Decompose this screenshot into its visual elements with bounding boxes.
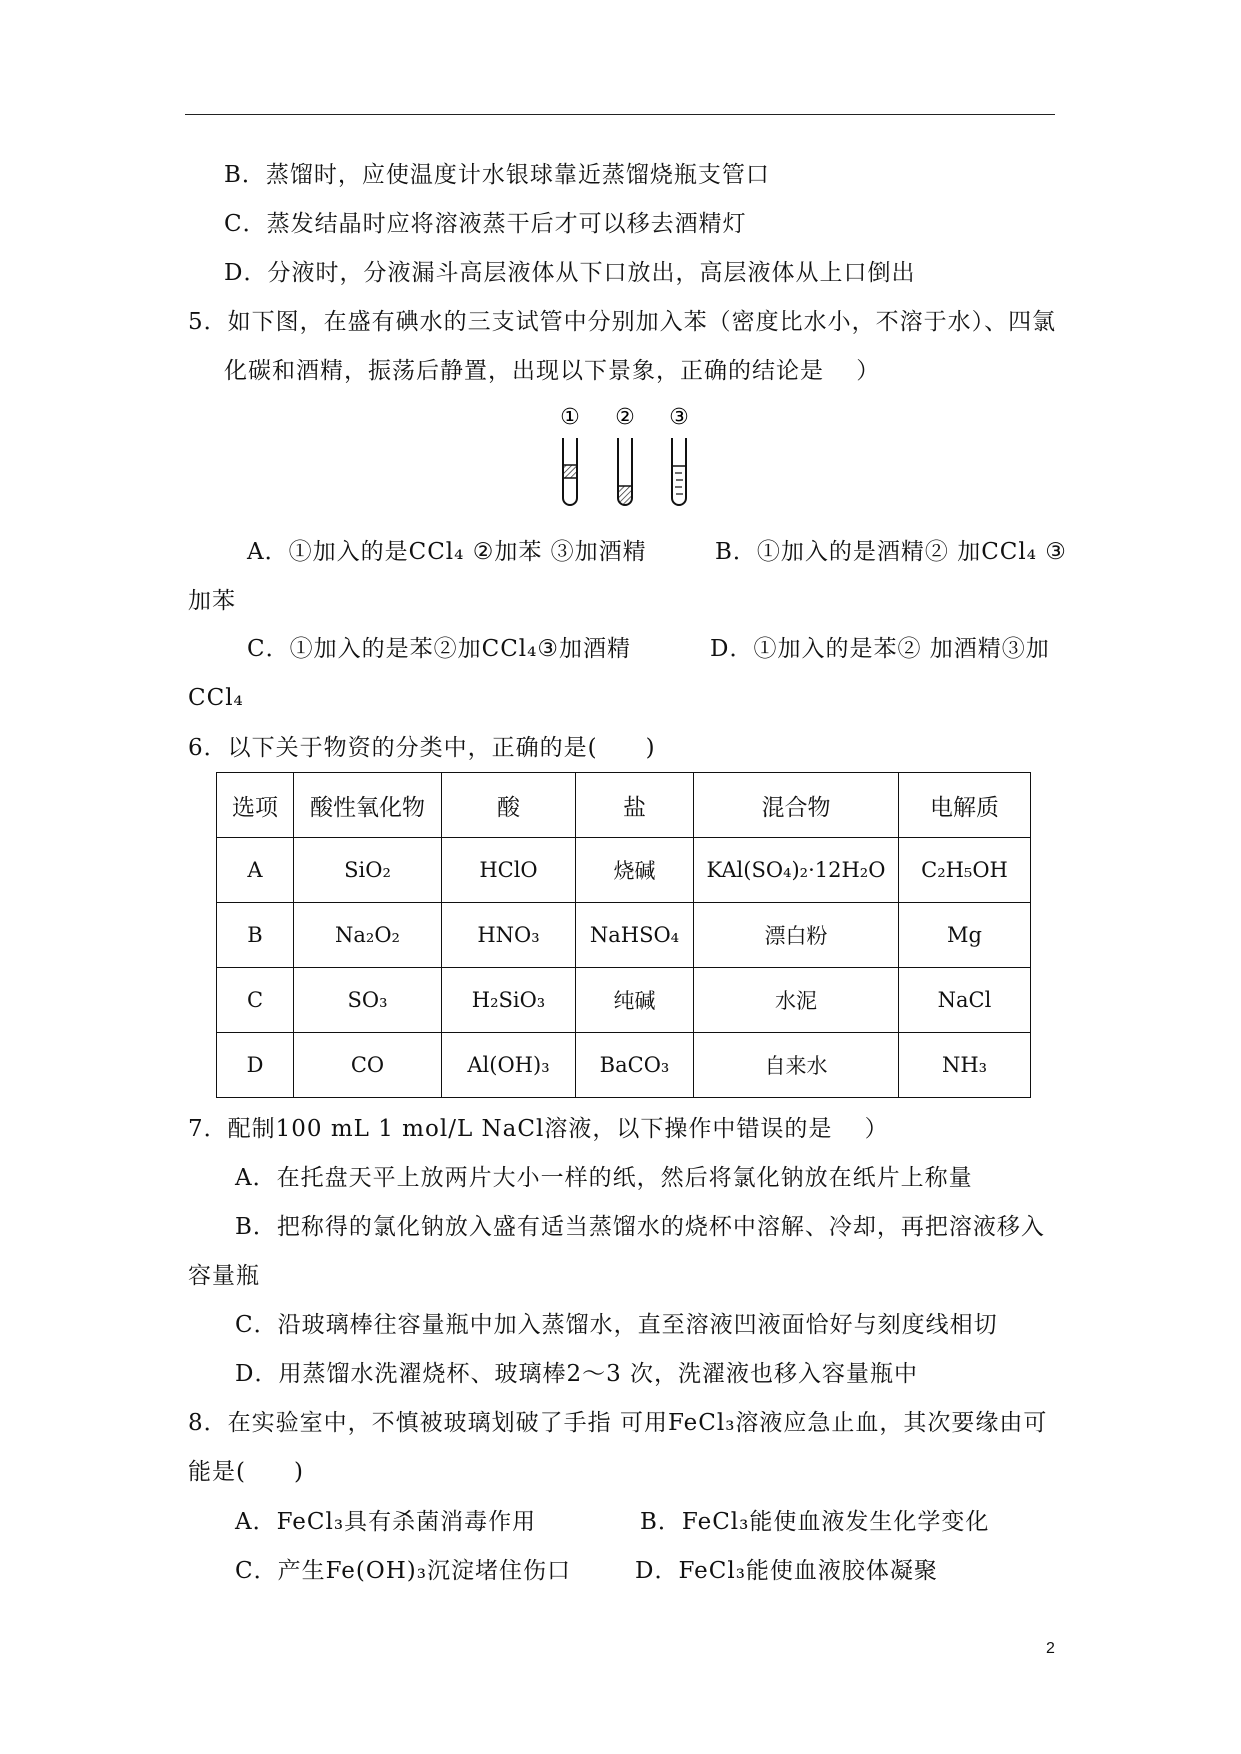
table-header-row — [217, 773, 1031, 838]
table-cell: HClO — [442, 838, 576, 903]
table-cell: NaHSO₄ — [576, 903, 694, 968]
q8-option-b: B．FeCl₃能使血液发生化学变化 — [640, 1509, 990, 1535]
q7-option-b-line2: 容量瓶 — [188, 1263, 260, 1289]
q7-option-c: C．沿玻璃棒往容量瓶中加入蒸馏水，直至溶液凹液面恰好与刻度线相切 — [235, 1312, 998, 1338]
table-cell: Mg — [899, 903, 1031, 968]
test-tube-1 — [563, 438, 577, 505]
q5-stem-line1: 5．如下图，在盛有碘水的三支试管中分别加入苯（密度比水小，不溶于水）、四氯 — [188, 309, 1057, 335]
test-tubes-figure — [540, 406, 710, 516]
q7-option-a: A．在托盘天平上放两片大小一样的纸，然后将氯化钠放在纸片上称量 — [235, 1165, 973, 1191]
tube-1-label: ① — [560, 406, 580, 430]
q5-option-c: C．①加入的是苯②加CCl₄③加酒精 — [247, 636, 631, 662]
table-cell: CO — [294, 1033, 442, 1098]
table-cell: NH₃ — [899, 1033, 1031, 1098]
table-header-cell: 盐 — [576, 773, 694, 838]
q5-option-d-line2: CCl₄ — [188, 685, 244, 711]
table-row — [217, 838, 1031, 903]
test-tube-3 — [672, 438, 686, 505]
q4-option-c: C．蒸发结晶时应将溶液蒸干后才可以移去酒精灯 — [224, 211, 747, 237]
table-cell: Na₂O₂ — [294, 903, 442, 968]
table-cell: C₂H₅OH — [899, 838, 1031, 903]
q7-option-d: D．用蒸馏水洗濯烧杯、玻璃棒2～3 次，洗濯液也移入容量瓶中 — [235, 1361, 919, 1387]
classification-table — [216, 772, 1031, 1098]
table-cell: NaCl — [899, 968, 1031, 1033]
table-header-cell: 电解质 — [899, 773, 1031, 838]
table-row — [217, 968, 1031, 1033]
q8-option-c: C．产生Fe(OH)₃沉淀堵住伤口 — [235, 1558, 571, 1584]
table-header-cell: 选项 — [217, 773, 294, 838]
table-cell: SiO₂ — [294, 838, 442, 903]
table-cell: C — [217, 968, 294, 1033]
table-cell: 水泥 — [694, 968, 899, 1033]
table-cell: H₂SiO₃ — [442, 968, 576, 1033]
q5-option-b-line2: 加苯 — [188, 588, 236, 614]
q5-stem-line2: 化碳和酒精，振荡后静置，出现以下景象，正确的结论是 ） — [224, 358, 881, 384]
q8-stem-line1: 8．在实验室中，不慎被玻璃划破了手指 可用FeCl₃溶液应急止血，其次要缘由可 — [188, 1410, 1048, 1436]
q4-option-b: B．蒸馏时，应使温度计水银球靠近蒸馏烧瓶支管口 — [224, 162, 770, 188]
q8-option-d: D．FeCl₃能使血液胶体凝聚 — [635, 1558, 938, 1584]
tube-3-label: ③ — [669, 406, 689, 430]
table-cell: KAl(SO₄)₂·12H₂O — [694, 838, 899, 903]
q5-option-d-line1: D．①加入的是苯② 加酒精③加 — [710, 636, 1050, 662]
q7-stem: 7．配制100 mL 1 mol/L NaCl溶液，以下操作中错误的是 ） — [188, 1116, 889, 1142]
table-cell: 烧碱 — [576, 838, 694, 903]
table-cell: B — [217, 903, 294, 968]
tube-2-label: ② — [615, 406, 635, 430]
table-cell: 纯碱 — [576, 968, 694, 1033]
q5-option-b-line1: B．①加入的是酒精② 加CCl₄ ③ — [715, 539, 1067, 565]
q6-stem: 6．以下关于物资的分类中，正确的是( ) — [188, 735, 656, 761]
header-rule — [185, 114, 1055, 115]
page-number: 2 — [1046, 1640, 1055, 1657]
q7-option-b-line1: B．把称得的氯化钠放入盛有适当蒸馏水的烧杯中溶解、冷却，再把溶液移入 — [235, 1214, 1045, 1240]
table-cell: BaCO₃ — [576, 1033, 694, 1098]
table-row — [217, 1033, 1031, 1098]
table-cell: 漂白粉 — [694, 903, 899, 968]
table-cell: SO₃ — [294, 968, 442, 1033]
q4-option-d: D．分液时，分液漏斗高层液体从下口放出，高层液体从上口倒出 — [224, 260, 916, 286]
table-cell: 自来水 — [694, 1033, 899, 1098]
table-header-cell: 酸性氧化物 — [294, 773, 442, 838]
q5-option-a: A．①加入的是CCl₄ ②加苯 ③加酒精 — [247, 539, 647, 565]
q8-stem-line2: 能是( ) — [188, 1459, 304, 1485]
test-tube-2 — [618, 438, 632, 505]
table-row — [217, 903, 1031, 968]
table-cell: Al(OH)₃ — [442, 1033, 576, 1098]
table-cell: D — [217, 1033, 294, 1098]
q8-option-a: A．FeCl₃具有杀菌消毒作用 — [235, 1509, 537, 1535]
table-cell: A — [217, 838, 294, 903]
table-header-cell: 混合物 — [694, 773, 899, 838]
table-cell: HNO₃ — [442, 903, 576, 968]
table-header-cell: 酸 — [442, 773, 576, 838]
test-tubes-svg — [540, 406, 710, 516]
